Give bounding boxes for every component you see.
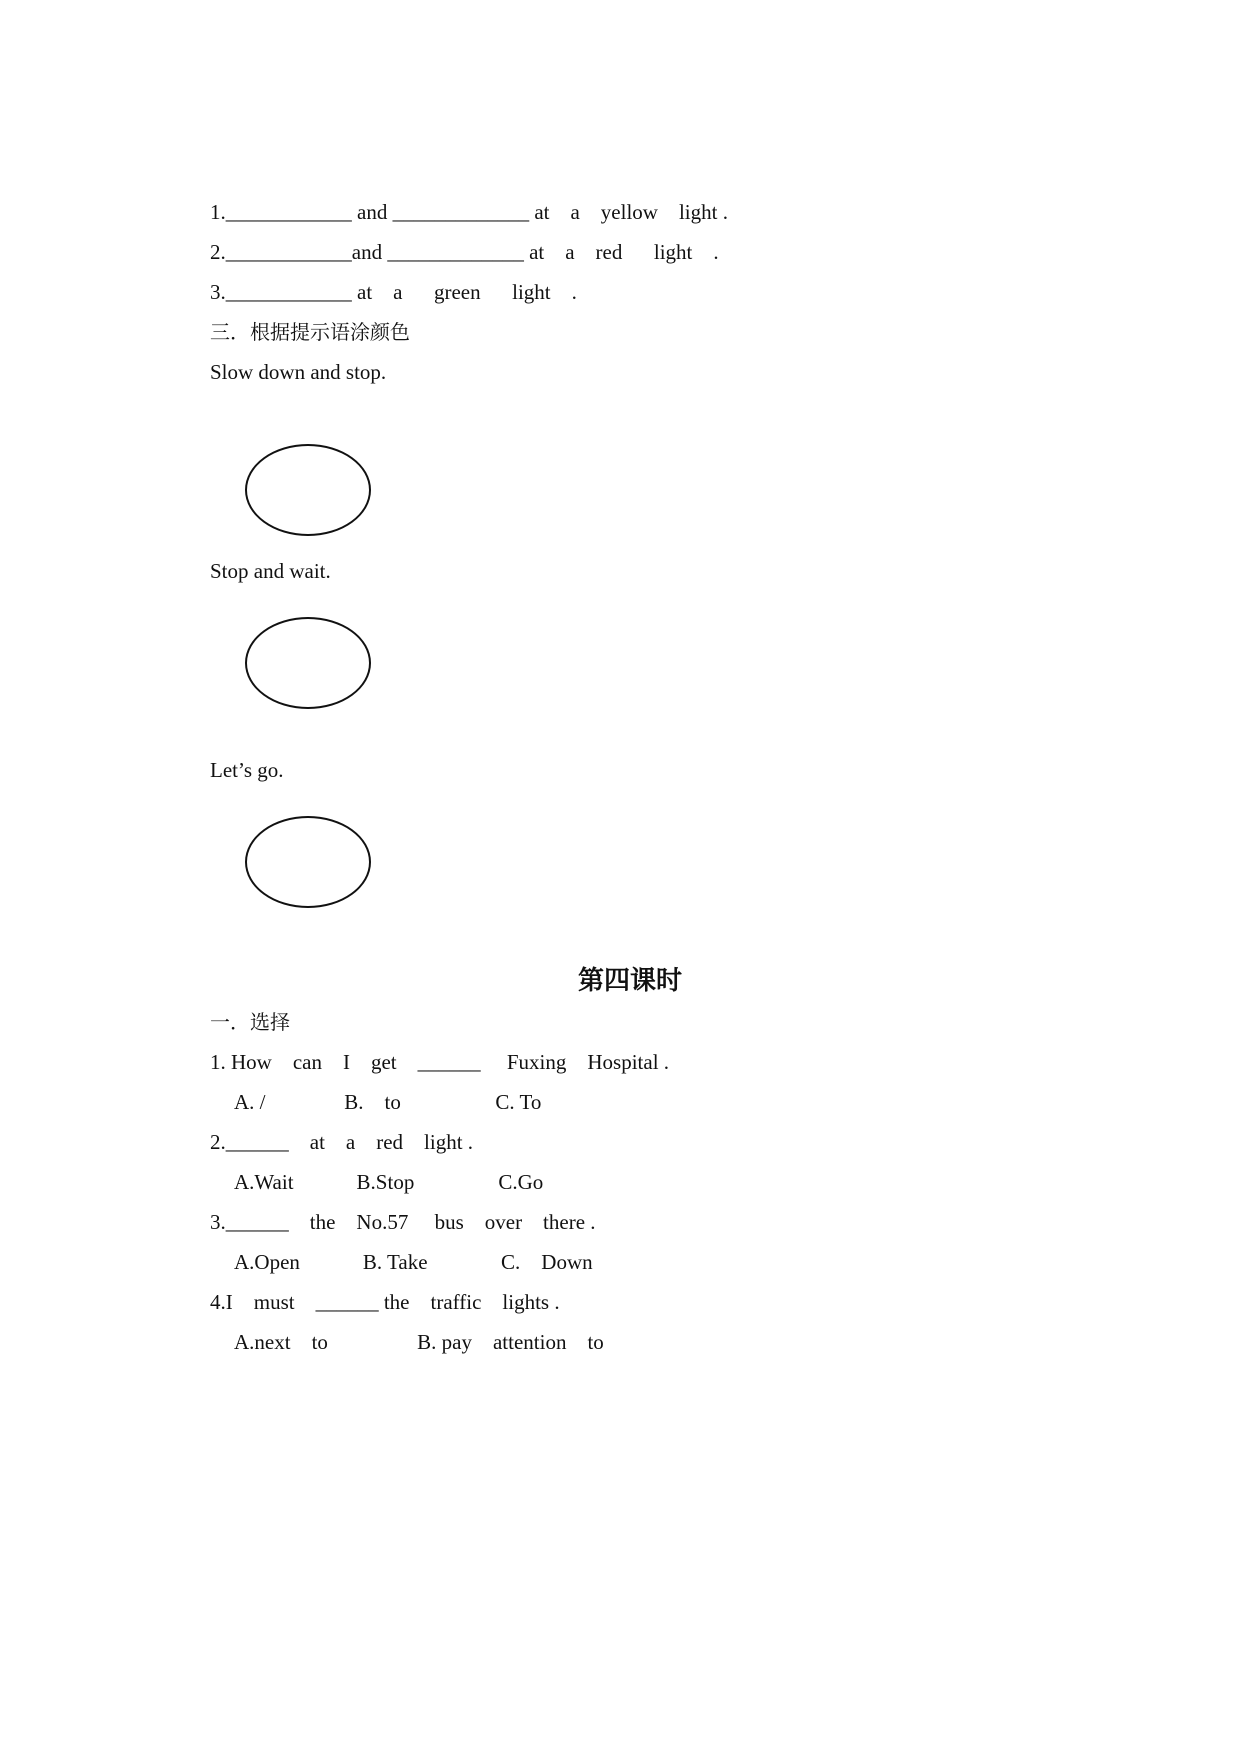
section-heading-coloring: 三．根据提示语涂颜色 [210, 320, 410, 344]
traffic-light-oval-3[interactable] [245, 816, 371, 908]
fill-blank-line-3: 3.____________ at a green light . [210, 280, 577, 304]
fill-blank-line-2: 2.____________and _____________ at a red light . [210, 240, 719, 264]
traffic-light-oval-1[interactable] [245, 444, 371, 536]
question-3-options: A.Open B. Take C. Down [234, 1250, 593, 1274]
prompt-stop-wait: Stop and wait. [210, 559, 331, 583]
lesson-title: 第四课时 [577, 966, 682, 996]
question-4-stem: 4.I must ______ the traffic lights . [210, 1290, 560, 1314]
prompt-slow-down: Slow down and stop. [210, 360, 387, 384]
prompt-lets-go: Let’s go. [210, 758, 284, 782]
traffic-light-oval-2[interactable] [245, 617, 371, 709]
question-1-options: A. / B. to C. To [234, 1090, 542, 1114]
fill-blank-line-1: 1.____________ and _____________ at a yellow light . [210, 200, 728, 224]
question-3-stem: 3.______ the No.57 bus over there . [210, 1210, 596, 1234]
section-heading-choice: 一．选择 [210, 1010, 290, 1034]
question-4-options: A.next to B. pay attention to [234, 1330, 604, 1354]
question-2-stem: 2.______ at a red light . [210, 1130, 474, 1154]
question-2-options: A.Wait B.Stop C.Go [234, 1170, 544, 1194]
question-1-stem: 1. How can I get ______ Fuxing Hospital . [210, 1050, 670, 1074]
